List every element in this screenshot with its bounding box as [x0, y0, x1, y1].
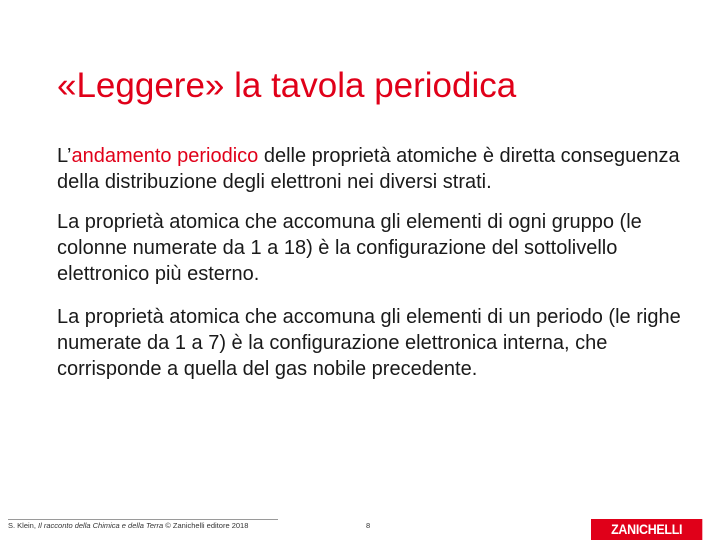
paragraph-1-lead: L’ — [57, 145, 72, 167]
footer-book-title: Il racconto della Chimica e della Terra — [38, 521, 164, 530]
paragraph-1-rest: delle proprietà atomiche è diretta conseguenza della distribuzione degli elettroni nei diversi strati. — [57, 145, 680, 193]
paragraph-periodic-trend — [57, 143, 687, 195]
footer-divider — [8, 519, 278, 520]
footer-author: S. Klein, — [8, 521, 39, 530]
footer-credit — [8, 521, 248, 531]
highlight-term: andamento periodico — [71, 145, 259, 167]
paragraph-groups: La proprietà atomica che accomuna gli elementi di ogni gruppo (le colonne numerate da 1 a 18) è la configurazione del sottolivello elettronico più esterno. — [57, 211, 642, 285]
page-number: 8 — [366, 521, 371, 530]
paragraph-periods: La proprietà atomica che accomuna gli elementi di un periodo (le righe numerate da 1 a 7) è la configurazione elettronica interna, che corrisponde a quella del gas nobile precedente. — [57, 306, 681, 380]
zanichelli-logo: ZANICHELLI — [591, 519, 702, 540]
slide-title: «Leggere» la tavola periodica — [57, 66, 517, 105]
footer-publisher: © Zanichelli editore 2018 — [163, 521, 249, 530]
slide-body — [57, 143, 687, 382]
